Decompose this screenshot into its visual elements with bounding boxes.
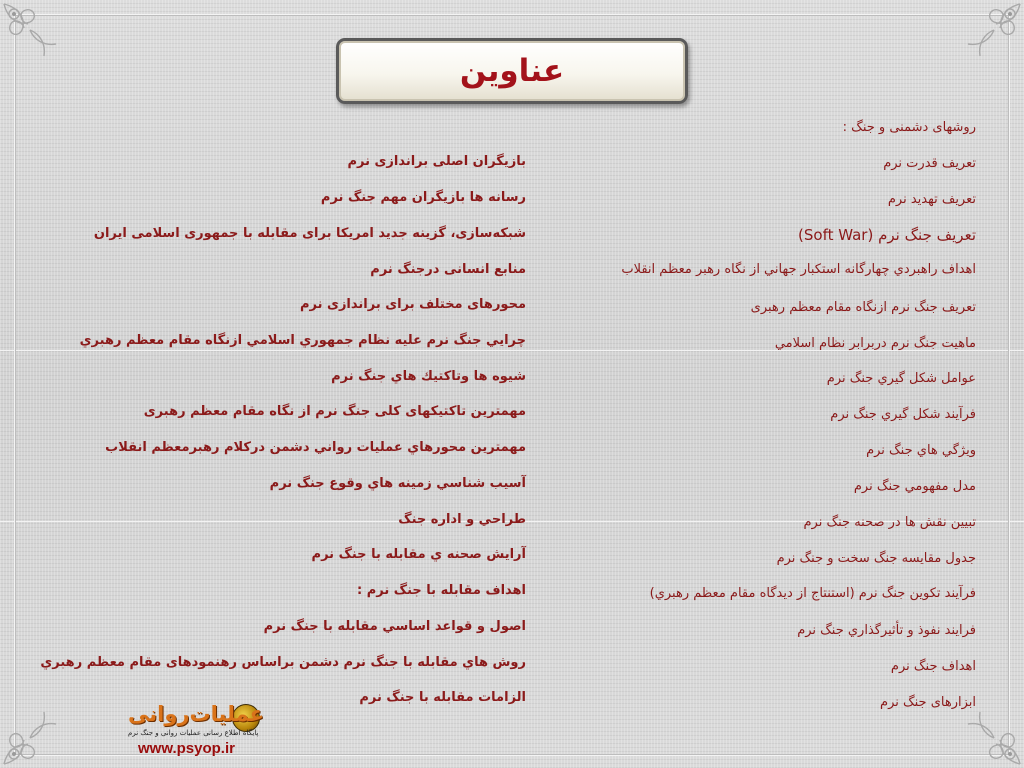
list-item: طراحي و اداره جنگ bbox=[398, 512, 526, 527]
list-item: رسانه ها بازیگران مهم جنگ نرم bbox=[320, 190, 526, 205]
corner-ornament-icon bbox=[0, 704, 64, 768]
psyop-logo bbox=[124, 700, 280, 760]
title-box bbox=[336, 38, 688, 104]
list-item: فرآيند تكوين جنگ نرم (استنتاج از ديدگاه مقام معظم رهبري) bbox=[649, 586, 976, 601]
topics-list-left bbox=[40, 148, 526, 718]
list-item: تعریف جنگ نرم ازنگاه مقام معظم رهبری bbox=[750, 300, 976, 315]
list-item: آرايش صحنه ي مقابله با جنگ نرم bbox=[311, 547, 526, 562]
list-item: اهداف راهبردي چهارگانه استكبار جهاني از نگاه رهبر معظم انقلاب bbox=[621, 262, 976, 277]
corner-ornament-icon bbox=[960, 0, 1024, 64]
list-item: اهداف جنگ نرم bbox=[890, 659, 976, 674]
list-item: فرايند نفوذ و تأثيرگذاري جنگ نرم bbox=[797, 623, 976, 638]
list-item: آسيب شناسي زمينه هاي وقوع جنگ نرم bbox=[269, 476, 526, 491]
list-item: اهداف مقابله با جنگ نرم : bbox=[357, 583, 526, 598]
logo-tagline: پایگاه اطلاع رسانی عملیات روانی و جنگ نرم bbox=[128, 729, 259, 737]
list-item: شيوه ها وتاكتيك هاي جنگ نرم bbox=[331, 369, 526, 384]
logo-title: عملیات‌روانی bbox=[128, 702, 265, 726]
list-item: تعریف جنگ نرم (Soft War) bbox=[798, 226, 976, 244]
list-item: محورهای مختلف برای براندازی نرم bbox=[300, 297, 526, 312]
list-item: ابزارهای جنگ نرم bbox=[880, 695, 976, 710]
list-item: چرايي جنگ نرم عليه نظام جمهوري اسلامي ازنگاه مقام معظم رهبري bbox=[79, 333, 526, 348]
list-item: مدل مفهومي جنگ نرم bbox=[853, 479, 976, 494]
list-item: تعریف قدرت نرم bbox=[883, 156, 976, 171]
list-item: مهمترین تاکتیکهای کلی جنگ نرم از نگاه مقام معظم رهبری bbox=[143, 404, 526, 419]
list-item: شبکه‌سازی، گزینه جدید امریکا برای مقابله با جمهوری اسلامی ایران bbox=[93, 226, 526, 241]
corner-ornament-icon bbox=[0, 0, 64, 64]
list-item: تبیین نقش ها در صحنه جنگ نرم bbox=[803, 515, 976, 530]
list-item: منابع انسانی درجنگ نرم bbox=[370, 262, 526, 277]
page-title: عناوین bbox=[459, 53, 565, 89]
topics-list-right bbox=[536, 116, 976, 716]
list-item: مهمترين محورهاي عمليات رواني دشمن دركلام رهبرمعظم انقلاب bbox=[105, 440, 526, 455]
list-item: روش هاي مقابله با جنگ نرم دشمن براساس رهنمودهای مقام معظم رهبري bbox=[40, 655, 526, 670]
list-item: عوامل شكل گيري جنگ نرم bbox=[826, 371, 976, 386]
website-link[interactable]: www.psyop.ir bbox=[138, 740, 235, 757]
list-item: جدول مقایسه جنگ سخت و جنگ نرم bbox=[776, 551, 976, 566]
list-item: بازیگران اصلی براندازی نرم bbox=[347, 154, 526, 169]
list-item: اصول و قواعد اساسي مقابله با جنگ نرم bbox=[263, 619, 526, 634]
list-item: روشهای دشمنی و جنگ : bbox=[842, 120, 976, 135]
list-item: تعریف تهدید نرم bbox=[887, 192, 976, 207]
list-item: الزامات مقابله با جنگ نرم bbox=[359, 690, 526, 705]
list-item: فرآيند شكل گيري جنگ نرم bbox=[830, 407, 976, 422]
list-item: ماهیت جنگ نرم دربرابر نظام اسلامي bbox=[774, 336, 976, 351]
list-item: ويژگي هاي جنگ نرم bbox=[866, 443, 976, 458]
